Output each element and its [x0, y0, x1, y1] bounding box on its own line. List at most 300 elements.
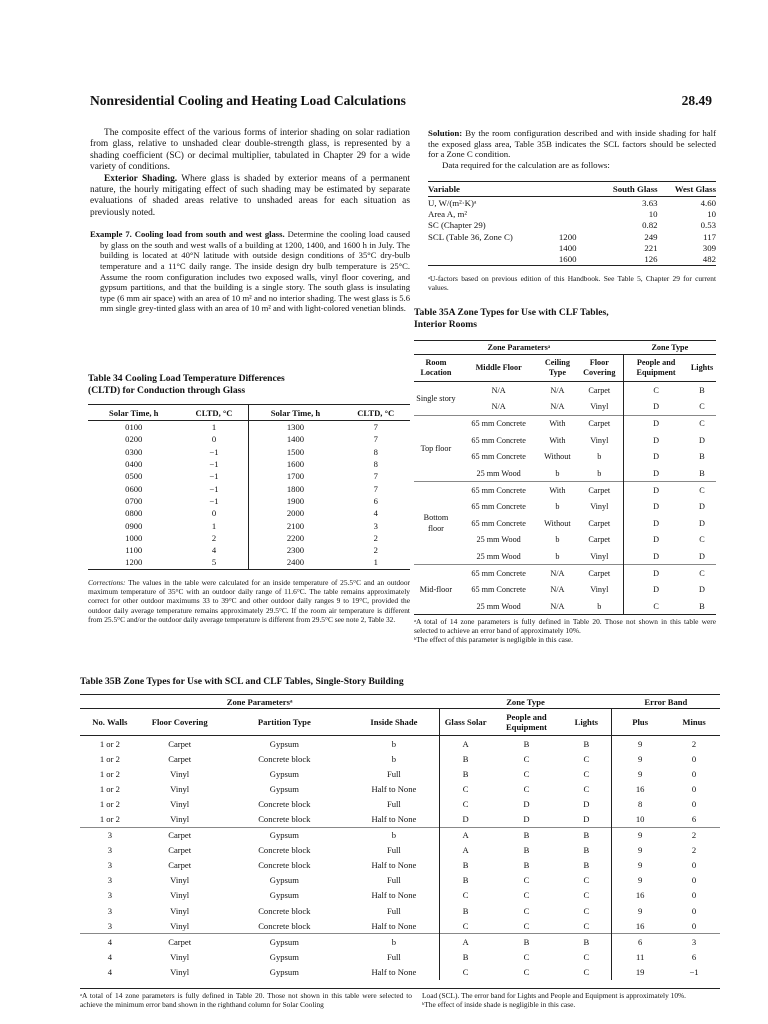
table-35b-cell: Concrete block — [258, 814, 311, 825]
table-34-cell: 2200 — [286, 532, 305, 543]
table-35b-row — [80, 811, 720, 827]
table-35a-cell: C — [699, 402, 705, 412]
table-34-row — [88, 495, 410, 507]
table-35b-cell: 1 or 2 — [99, 814, 120, 825]
paragraph-exterior-shading — [90, 174, 410, 220]
corrections-text: The values in the table were calculated for an inside temperature of 25.5°C and an outdoor maximum temperature of 35°C with an outdoor daily range of 11.6°C. The table remains approximately correct for other outdoor maximums 33 to 39°C and other outdoor daily ranges 9 to 19°C, provided the outdoor daily average temperature remains approximately 29.5°C. If the room air temperature is different from 25.5°C and/or the outdoor daily average temperature is different from 29.5°C see note 2, Table 32. — [88, 578, 411, 624]
table-35b-cell: Gypsum — [220, 827, 350, 843]
table-35a-cell: D — [653, 452, 660, 462]
table-35a-row — [414, 382, 716, 399]
table-34-cell: 8 — [373, 459, 378, 470]
table-35b-cell: D — [523, 814, 530, 825]
table-35b-cell: 9 — [612, 827, 668, 843]
table-34-corrections — [88, 578, 410, 624]
table-35b-cell: B — [523, 738, 530, 749]
table-35a-cell: N/A — [550, 385, 565, 395]
table-34-cell: 2400 — [249, 556, 341, 569]
table-35a-row — [414, 449, 716, 465]
table-34-row — [88, 482, 410, 494]
table-34-row — [88, 446, 410, 458]
table-34-row — [88, 544, 410, 556]
table-35a-cell: Vinyl — [575, 499, 623, 515]
column-header: Solar Time, h — [88, 405, 180, 421]
table-35a-row — [414, 482, 716, 499]
table-35a-cell: 65 mm Concrete — [471, 435, 526, 445]
table-35b-cell: −1 — [689, 966, 699, 977]
table-35a-cell: Vinyl — [575, 548, 623, 565]
table-35b-cell: C — [523, 783, 530, 794]
table-35a-cell: Without — [544, 518, 571, 528]
table-35b-cell: Gypsum — [269, 738, 299, 749]
variables-cell: 3.63 — [642, 197, 658, 208]
table-34-cell: 0600 — [125, 483, 143, 494]
table-35b-cell: Vinyl — [170, 875, 190, 886]
column-header: Floor Covering — [140, 709, 220, 736]
table-35b-cell: C — [462, 920, 469, 931]
table-35a-cell: D — [624, 565, 688, 582]
solution-variables-table — [428, 181, 716, 266]
table-35b-cell: Gypsum — [269, 966, 299, 977]
table-35a-cell: C — [653, 385, 659, 395]
table-35b-cell: B — [462, 860, 469, 871]
table-35a-cell: N/A — [491, 402, 506, 412]
table-35b-cell: Gypsum — [269, 875, 299, 886]
u-factor-footnote: ᵃU-factors based on previous edition of this Handbook. See Table 5, Chapter 29 for current values. — [428, 274, 716, 293]
variables-cell: SC (Chapter 29) — [428, 220, 486, 231]
table-35b-footnote-a-cont: Load (SCL). The error band for Lights and People and Equipment is approximately 10%. — [422, 991, 687, 1000]
table-35b-cell: 6 — [691, 951, 697, 962]
table-35b-cell: B — [561, 934, 611, 950]
table-35b-cell: 3 — [107, 845, 113, 856]
table-35b-cell: 0 — [691, 860, 697, 871]
table-35a-row — [414, 499, 716, 515]
table-35b-cell: B — [462, 753, 469, 764]
table-35b-footnote-b: ᵇThe effect of inside shade is negligible in this case. — [422, 1000, 576, 1010]
table-35b-cell: Vinyl — [170, 890, 190, 901]
table-35b-cell: D — [561, 796, 611, 811]
table-35b-footnote-right-col — [422, 991, 720, 1009]
table-34-cell: 1600 — [286, 459, 305, 470]
variables-cell — [428, 253, 559, 265]
table-35b-cell: C — [561, 918, 611, 934]
variables-cell: 1200 — [558, 231, 577, 242]
table-35b-row — [80, 903, 720, 918]
table-35a-title-line2: Interior Rooms — [414, 319, 477, 330]
table-35b-cell: 0 — [691, 768, 697, 779]
table-35a-cell: 25 mm Wood — [476, 468, 521, 478]
table-34-header-row — [88, 405, 410, 421]
table-35b-row — [80, 888, 720, 903]
table-35a-row — [414, 432, 716, 448]
table-35b-cell: B — [462, 951, 469, 962]
table-34-cell: 8 — [373, 446, 378, 457]
column-header: Floor Covering — [575, 355, 623, 382]
table-35b-cell: 1 or 2 — [99, 768, 120, 779]
table-35b-cell: Concrete block — [258, 798, 311, 809]
table-35a-header-row — [414, 355, 716, 382]
table-35a-cell: C — [688, 565, 716, 582]
table-35a — [414, 340, 716, 615]
table-35b-header-row — [80, 709, 720, 736]
table-35a-cell: N/A — [491, 385, 506, 395]
table-35b-footnote-a: ᵃA total of 14 zone parameters is fully defined in Table 20. Those not shown in this table were selected to achieve the minimum error band shown in the righthand column for Solar Cooling — [80, 991, 412, 1010]
table-35a-cell: 25 mm Wood — [476, 535, 521, 545]
table-35a-cell: With — [549, 435, 566, 445]
table-35b-cell: Concrete block — [258, 920, 311, 931]
table-35b-row — [80, 736, 720, 752]
table-35a-cell: With — [539, 482, 575, 499]
table-35b-cell: 0 — [691, 798, 697, 809]
table-35a-cell: 65 mm Concrete — [471, 585, 526, 595]
table-35b-cell: Full — [349, 903, 439, 918]
table-35b-cell: 9 — [638, 875, 643, 886]
table-35a-cell: N/A — [550, 585, 565, 595]
table-35a-cell: D — [624, 415, 688, 432]
table-35b-cell: 0 — [691, 920, 697, 931]
table-35b-cell: A — [462, 845, 469, 856]
table-35b-cell: 3 — [668, 934, 720, 950]
table-35b-cell: C — [523, 875, 530, 886]
table-35b-cell: B — [492, 827, 562, 843]
zone-parameters-group: Zone Parametersᵃ — [414, 341, 624, 355]
variables-cell: 1400 — [558, 242, 577, 253]
table-35b-cell: b — [349, 751, 439, 766]
table-35a-cell: b — [575, 598, 623, 615]
table-35b-cell: C — [561, 903, 611, 918]
table-35b-cell: Carpet — [168, 845, 192, 856]
variables-cell: 482 — [658, 253, 716, 265]
table-35a-footnote-a: ᵃA total of 14 zone parameters is fully defined in Table 20. Those not shown in this table were selected to achieve an error band of approximately 10%. — [414, 617, 716, 636]
table-35b-cell: Full — [349, 766, 439, 781]
table-34-row — [88, 519, 410, 531]
page-number: 28.49 — [681, 93, 712, 108]
column-header — [559, 182, 599, 197]
table-34-cell: 1 — [341, 556, 410, 569]
table-35a-row — [414, 565, 716, 582]
table-34-title-line2: (CLTD) for Conduction through Glass — [88, 385, 246, 396]
table-35b-row — [80, 964, 720, 979]
table-35b-cell: Full — [349, 796, 439, 811]
column-header: People and Equipment — [492, 709, 562, 736]
table-34-cell: −1 — [180, 482, 249, 494]
table-35a-cell: Carpet — [575, 382, 623, 399]
table-35b-cell: Vinyl — [170, 798, 190, 809]
table-35b-cell: 3 — [80, 827, 140, 843]
table-35a-cell: 65 mm Concrete — [471, 502, 526, 512]
table-35a-cell: D — [653, 535, 660, 545]
table-35b-cell: Gypsum — [269, 783, 299, 794]
table-35b-cell: Half to None — [349, 964, 439, 979]
table-35a-cell: 65 mm Concrete — [458, 482, 540, 499]
variables-row — [428, 242, 716, 253]
table-35b-cell: Vinyl — [170, 768, 190, 779]
table-34-title-line1: Table 34 Cooling Load Temperature Differences — [88, 373, 285, 384]
table-35b-cell: C — [462, 890, 469, 901]
table-35b-cell: A — [439, 827, 491, 843]
table-35b-cell: Carpet — [140, 934, 220, 950]
zone-type-group: Zone Type — [439, 695, 612, 709]
table-35b-cell: Gypsum — [269, 890, 299, 901]
table-35b-row — [80, 781, 720, 796]
table-35a-row — [414, 598, 716, 615]
table-35a-cell: Carpet — [575, 532, 623, 548]
table-35b-cell: Gypsum — [220, 934, 350, 950]
table-35a-cell: 65 mm Concrete — [458, 565, 540, 582]
table-35b-cell: C — [561, 964, 611, 979]
table-35a-cell: D — [653, 402, 660, 412]
table-35a-cell: b — [555, 551, 560, 561]
table-35a-cell: b — [575, 449, 623, 465]
column-header: CLTD, °C — [180, 405, 249, 421]
table-34-cell: 1400 — [286, 434, 305, 445]
table-35a-title-line1: Table 35A Zone Types for Use with CLF Tables, — [414, 307, 609, 318]
table-35a-cell: b — [555, 468, 560, 478]
table-35b-cell: Gypsum — [269, 768, 299, 779]
table-35b — [80, 694, 720, 980]
table-35a-cell: D — [624, 482, 688, 499]
room-location-cell: Top floor — [414, 415, 458, 482]
table-35b-cell: Gypsum — [269, 951, 299, 962]
table-34-cell: 3 — [373, 520, 378, 531]
table-34-cell: 2 — [373, 532, 378, 543]
table-35a-cell: Without — [544, 452, 571, 462]
variables-cell: 0.53 — [700, 220, 716, 231]
table-35b-cell: 9 — [638, 753, 643, 764]
table-35b-cell: Half to None — [349, 888, 439, 903]
table-35b-row — [80, 934, 720, 950]
table-35a-cell: B — [699, 468, 705, 478]
column-header: South Glass — [599, 182, 657, 197]
table-34-cell: 1900 — [286, 495, 305, 506]
table-35b-cell: B — [492, 934, 562, 950]
table-35b-cell: C — [561, 781, 611, 796]
solution-data-intro: Data required for the calculation are as follows: — [442, 159, 610, 170]
table-35a-cell: C — [699, 535, 705, 545]
column-header: Inside Shade — [349, 709, 439, 736]
table-34-cell: 7 — [373, 422, 378, 433]
table-35b-cell: 3 — [107, 860, 113, 871]
table-35b-cell: A — [439, 934, 491, 950]
example-7 — [90, 229, 410, 314]
table-34-cell: −1 — [180, 470, 249, 482]
table-35b-cell: 1 or 2 — [99, 783, 120, 794]
table-34-cell: 0 — [180, 433, 249, 445]
table-35a-row — [414, 465, 716, 482]
column-header: Variable — [428, 182, 559, 197]
table-35b-cell: 3 — [107, 890, 113, 901]
variables-cell: 126 — [599, 253, 657, 265]
table-35b-row — [80, 766, 720, 781]
table-35b-cell: 2 — [668, 827, 720, 843]
variables-cell — [559, 197, 599, 209]
variables-cell: 10 — [648, 208, 658, 219]
table-35b-cell: Half to None — [349, 811, 439, 827]
paragraph-interior-shading: The composite effect of the various forms of interior shading on solar radiation from glass, relative to unshaded clear double-strength glass, is represented by a shading coefficient (SC) or decimal multiplier, tabulated in Chapter 29 for a wide variety of conditions. — [90, 128, 410, 173]
column-header: West Glass — [658, 182, 716, 197]
table-35b-cell: b — [349, 827, 439, 843]
table-35b-cell: 0 — [691, 905, 697, 916]
table-35b-footnote-left-col — [80, 991, 412, 1009]
table-35a-cell: Vinyl — [575, 398, 623, 415]
table-35b-cell: B — [523, 845, 530, 856]
table-34-cell: 1800 — [286, 483, 305, 494]
table-34-cell: −1 — [180, 495, 249, 507]
table-35b-cell: D — [523, 798, 530, 809]
table-35b-cell: B — [462, 905, 469, 916]
table-35b-cell: 9 — [638, 860, 643, 871]
table-35b-cell: C — [523, 768, 530, 779]
table-35b-cell: 2 — [691, 845, 697, 856]
table-35b-cell: 19 — [635, 966, 645, 977]
table-35b-cell: 6 — [691, 814, 697, 825]
column-header: Minus — [668, 709, 720, 736]
table-34-cell: 4 — [373, 508, 378, 519]
table-34-cell: −1 — [180, 446, 249, 458]
table-35b-cell: 8 — [638, 798, 643, 809]
table-35b-cell: Full — [349, 843, 439, 858]
running-header-title: Nonresidential Cooling and Heating Load Calculations — [90, 93, 406, 108]
variables-cell: 221 — [644, 242, 658, 253]
table-35b-cell: 1 or 2 — [99, 753, 120, 764]
table-34-cell: 7 — [373, 471, 378, 482]
table-35a-cell: C — [624, 598, 688, 615]
table-34-cell: 6 — [373, 495, 378, 506]
variables-cell: SCL (Table 36, Zone C) — [428, 231, 513, 242]
table-34-cell: 5 — [180, 556, 249, 569]
table-35b-cell: 4 — [107, 966, 113, 977]
table-34-cell: 0900 — [125, 520, 143, 531]
table-35a-cell: D — [653, 468, 660, 478]
table-35a-cell: b — [555, 535, 560, 545]
table-35b-cell: 3 — [107, 875, 113, 886]
table-35b-cell: 3 — [107, 920, 113, 931]
table-34-cell: 4 — [180, 544, 249, 556]
table-35a-cell: D — [699, 585, 705, 595]
table-34-row — [88, 507, 410, 519]
table-35b-cell: C — [561, 949, 611, 964]
table-34-row — [88, 470, 410, 482]
table-35b-cell: C — [462, 798, 469, 809]
table-34-cell: 2 — [180, 532, 249, 544]
table-35a-title — [414, 307, 716, 331]
table-35b-cell: 0 — [691, 753, 697, 764]
table-34-cell: 2300 — [286, 545, 305, 556]
table-34-row — [88, 556, 410, 569]
table-35b-cell: C — [523, 966, 530, 977]
table-35b-cell: B — [561, 858, 611, 873]
table-35a-footnotes — [414, 617, 716, 645]
table-35a-cell: D — [699, 518, 705, 528]
table-34-cell: 1100 — [125, 545, 143, 556]
table-35b-cell: B — [462, 875, 469, 886]
variables-row — [428, 231, 716, 242]
table-35b-cell: Half to None — [349, 858, 439, 873]
table-35b-title: Table 35B Zone Types for Use with SCL and CLF Tables, Single-Story Building — [80, 676, 404, 687]
table-34-cell: 1300 — [286, 422, 305, 433]
table-35b-cell: Full — [349, 949, 439, 964]
variables-cell: 4.60 — [700, 197, 716, 208]
table-35b-cell: C — [561, 888, 611, 903]
table-35a-cell: D — [653, 585, 660, 595]
table-35b-cell: b — [349, 934, 439, 950]
table-34-row — [88, 433, 410, 445]
table-35a-cell: 25 mm Wood — [458, 598, 540, 615]
table-34-cell: −1 — [180, 458, 249, 470]
table-35a-cell: D — [653, 551, 660, 561]
table-35b-cell: Vinyl — [170, 920, 190, 931]
table-35b-cell: B — [462, 768, 469, 779]
table-35b-cell: 16 — [635, 783, 645, 794]
left-column-text — [90, 128, 410, 314]
table-35a-group-header — [414, 341, 716, 355]
table-35a-row — [414, 515, 716, 531]
table-34-cell: 1200 — [88, 556, 180, 569]
table-35b-cell: 9 — [638, 905, 643, 916]
table-35a-cell: B — [699, 452, 705, 462]
zone-parameters-group: Zone Parametersᵃ — [80, 695, 439, 709]
column-header: People and Equipment — [624, 355, 688, 382]
table-34-cell: 0 — [180, 507, 249, 519]
corrections-note — [88, 578, 410, 624]
corrections-label: Corrections: — [88, 578, 126, 587]
table-35a-cell: Carpet — [575, 565, 623, 582]
table-34-title — [88, 373, 410, 397]
table-35b-row — [80, 858, 720, 873]
table-35a-cell: B — [699, 385, 705, 395]
error-band-group: Error Band — [612, 695, 720, 709]
table-35b-cell: Carpet — [140, 827, 220, 843]
column-header: Ceiling Type — [539, 355, 575, 382]
table-35b-cell: 4 — [80, 934, 140, 950]
table-35b-row — [80, 796, 720, 811]
zone-type-group: Zone Type — [624, 341, 716, 355]
table-34-cell: 1 — [180, 421, 249, 434]
table-34-cell: 2 — [373, 545, 378, 556]
table-34-row — [88, 458, 410, 470]
table-35a-cell: Carpet — [575, 515, 623, 531]
table-35a-row — [414, 532, 716, 548]
table-35a-cell: N/A — [550, 402, 565, 412]
column-header: Plus — [612, 709, 668, 736]
table-35b-cell: Concrete block — [258, 860, 311, 871]
solution-paragraph — [428, 128, 716, 160]
table-34-row — [88, 421, 410, 434]
variables-row — [428, 220, 716, 231]
table-34-cell: 0400 — [125, 459, 143, 470]
table-35b-cell: Concrete block — [258, 845, 311, 856]
table-35b-row — [80, 918, 720, 934]
table-35b-cell: 16 — [635, 890, 645, 901]
column-header: Lights — [688, 355, 716, 382]
table-35b-row — [80, 949, 720, 964]
table-35a-cell: D — [699, 435, 705, 445]
table-34-row — [88, 532, 410, 544]
table-35a-cell: b — [555, 502, 560, 512]
table-35a-cell: N/A — [539, 565, 575, 582]
variables-cell: 1600 — [559, 253, 599, 265]
example-7-heading: Example 7. Cooling load from south and west glass. — [90, 229, 285, 240]
table-35b-cell: C — [523, 753, 530, 764]
table-35a-cell: Carpet — [575, 482, 623, 499]
table-34-cell: 0100 — [125, 422, 143, 433]
column-header: No. Walls — [80, 709, 140, 736]
table-35a-cell: Vinyl — [575, 432, 623, 448]
table-35b-row — [80, 843, 720, 858]
solution-text — [428, 128, 716, 170]
table-35b-cell: Concrete block — [258, 753, 311, 764]
table-35a-cell: 65 mm Concrete — [471, 452, 526, 462]
table-35a-cell: C — [688, 482, 716, 499]
